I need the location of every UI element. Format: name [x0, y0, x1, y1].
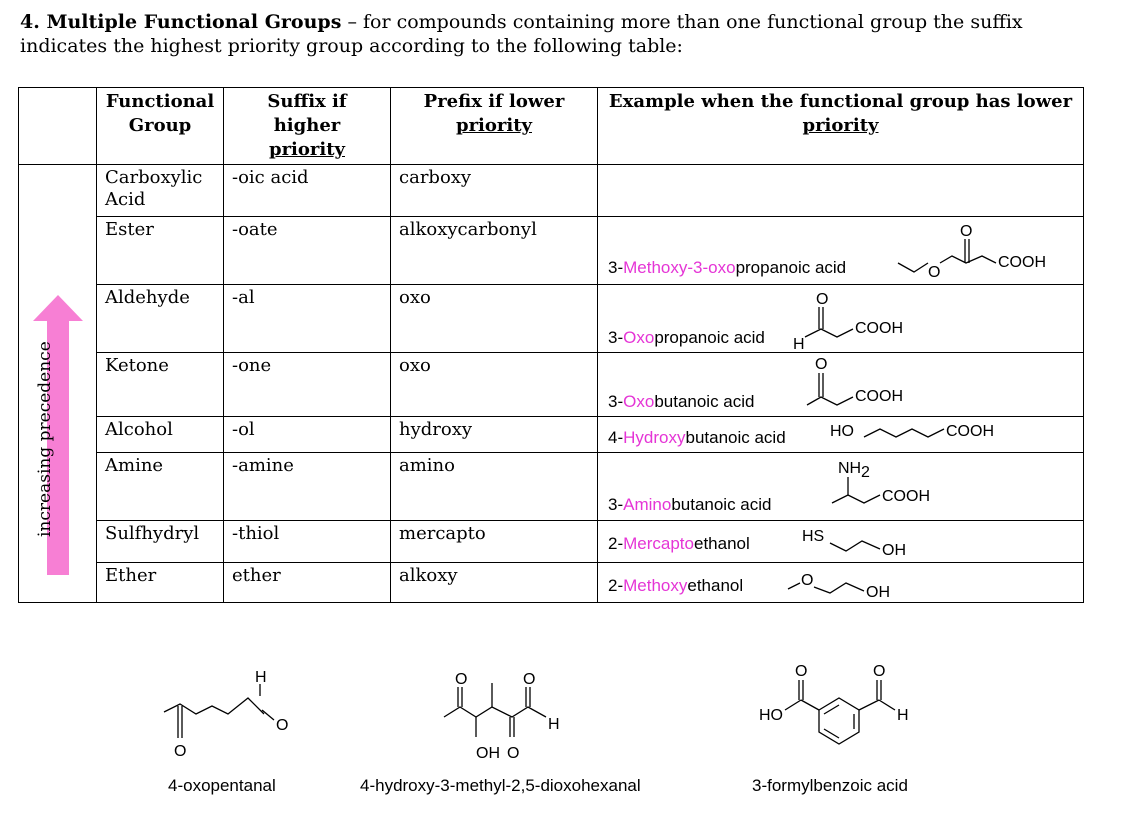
svg-text:COOH: COOH [946, 423, 994, 440]
example-name: 4-Hydroxybutanoic acid [608, 428, 786, 447]
ester-structure [890, 219, 1060, 283]
svg-text:COOH: COOH [998, 254, 1046, 271]
example-name: 3-Oxopropanoic acid [608, 328, 765, 347]
svg-text:NH: NH [838, 460, 862, 477]
header-prefix: Prefix if lower priority [391, 88, 598, 165]
svg-text:O: O [276, 717, 289, 734]
alcohol-structure [830, 417, 1050, 451]
svg-text:COOH: COOH [882, 488, 930, 505]
suffix-cell: ether [224, 563, 391, 603]
heading-text: – for compounds containing more than one functional group the suffix indicates the highest priority group according to the following table: [20, 11, 1023, 57]
amine-structure [820, 455, 970, 519]
prefix-cell: mercapto [391, 521, 598, 563]
svg-text:O: O [873, 663, 886, 680]
prefix-cell: amino [391, 453, 598, 521]
svg-text:OH: OH [866, 584, 890, 601]
example-cell [598, 285, 1084, 353]
example-cell [598, 217, 1084, 285]
prefix-cell: alkoxycarbonyl [391, 217, 598, 285]
table-row [19, 417, 1084, 453]
table-row [19, 217, 1084, 285]
table-row [19, 165, 1084, 217]
heading-bold: 4. Multiple Functional Groups [20, 11, 342, 33]
example-name: 3-Oxobutanoic acid [608, 392, 755, 411]
section-heading [20, 10, 1110, 58]
svg-text:O: O [795, 663, 808, 680]
precedence-arrow-cell: increasing precedence [19, 165, 97, 603]
header-example: Example when the functional group has lower priority [598, 88, 1084, 165]
example-name-oxopentanal: 4-oxopentanal [168, 776, 276, 795]
example-cell [598, 353, 1084, 417]
prefix-cell: hydroxy [391, 417, 598, 453]
group-cell: Ketone [97, 353, 224, 417]
suffix-cell: -thiol [224, 521, 391, 563]
svg-text:O: O [801, 572, 814, 589]
group-cell: Amine [97, 453, 224, 521]
svg-text:O: O [928, 264, 941, 281]
svg-text:O: O [815, 356, 828, 373]
aldehyde-structure [793, 287, 943, 351]
svg-text:O: O [816, 291, 829, 308]
prefix-cell: oxo [391, 353, 598, 417]
suffix-cell: -oate [224, 217, 391, 285]
svg-text:H: H [255, 669, 267, 686]
formylbenzoic-structure [755, 660, 955, 770]
suffix-cell: -oic acid [224, 165, 391, 217]
suffix-cell: -amine [224, 453, 391, 521]
header-group: Functional Group [97, 88, 224, 165]
svg-text:HS: HS [802, 528, 825, 545]
arrow-header-cell [19, 88, 97, 165]
table-row [19, 285, 1084, 353]
svg-text:O: O [523, 671, 536, 688]
ether-structure [784, 563, 924, 603]
oxopentanal-structure [150, 662, 320, 762]
example-name: 3-Methoxy-3-oxopropanoic acid [608, 258, 847, 277]
table-row [19, 453, 1084, 521]
example-name: 2-Mercaptoethanol [608, 534, 750, 553]
svg-text:H: H [897, 707, 909, 724]
group-cell: Sulfhydryl [97, 521, 224, 563]
suffix-cell: -al [224, 285, 391, 353]
svg-text:COOH: COOH [855, 320, 903, 337]
example-cell [598, 521, 1084, 563]
prefix-cell: carboxy [391, 165, 598, 217]
example-cell [598, 453, 1084, 521]
thiol-structure [802, 521, 942, 563]
svg-text:O: O [455, 671, 468, 688]
suffix-cell: -one [224, 353, 391, 417]
svg-text:OH: OH [882, 542, 906, 559]
table-row [19, 521, 1084, 563]
example-name: 2-Methoxyethanol [608, 576, 744, 595]
example-name-formylbenzoic: 3-formylbenzoic acid [752, 776, 908, 795]
svg-text:H: H [548, 716, 560, 733]
svg-text:O: O [174, 743, 187, 760]
table-row [19, 353, 1084, 417]
suffix-cell: -ol [224, 417, 391, 453]
group-cell: Ether [97, 563, 224, 603]
group-cell: Ester [97, 217, 224, 285]
svg-text:COOH: COOH [855, 388, 903, 405]
example-cell [598, 165, 1084, 217]
svg-text:O: O [960, 223, 973, 240]
svg-text:H: H [793, 336, 805, 351]
ketone-structure [793, 355, 943, 415]
header-suffix: Suffix if higher priority [224, 88, 391, 165]
group-cell: Carboxylic Acid [97, 165, 224, 217]
table-row [19, 563, 1084, 603]
svg-text:2: 2 [861, 464, 870, 481]
table-header-row [19, 88, 1084, 165]
example-name: 3-Aminobutanoic acid [608, 495, 772, 514]
group-cell: Aldehyde [97, 285, 224, 353]
example-cell [598, 417, 1084, 453]
prefix-cell: oxo [391, 285, 598, 353]
example-cell [598, 563, 1084, 603]
svg-text:O: O [507, 745, 520, 762]
prefix-cell: alkoxy [391, 563, 598, 603]
example-name-dioxohexanal: 4-hydroxy-3-methyl-2,5-dioxohexanal [360, 776, 641, 795]
svg-text:HO: HO [759, 707, 783, 724]
svg-text:HO: HO [830, 423, 854, 440]
group-cell: Alcohol [97, 417, 224, 453]
dioxohexanal-structure [430, 665, 610, 765]
svg-text:OH: OH [476, 745, 500, 762]
functional-groups-table [18, 87, 1084, 603]
